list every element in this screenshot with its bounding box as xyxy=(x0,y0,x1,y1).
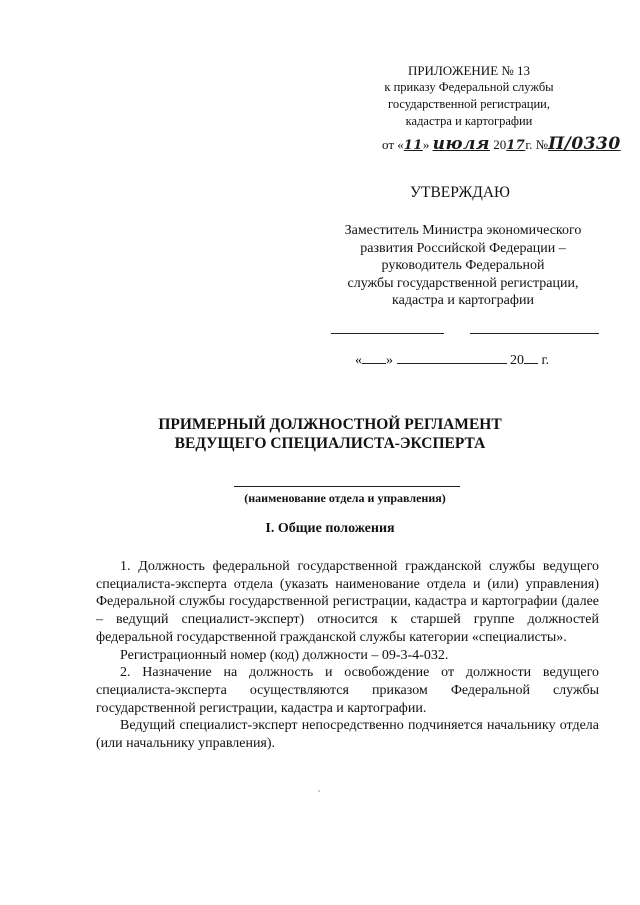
order-number-handwritten: П/0330 xyxy=(548,134,621,154)
approval-date-line xyxy=(355,351,549,369)
approver-position xyxy=(318,222,608,310)
appendix-block xyxy=(360,62,578,130)
order-day-handwritten: 11 xyxy=(403,138,423,153)
section-heading: I. Общие положения xyxy=(265,521,395,536)
date-mid: » xyxy=(386,353,397,368)
approval-heading: УТВЕРЖДАЮ xyxy=(410,184,510,201)
department-blank-line xyxy=(234,486,460,487)
order-prefix: от « xyxy=(382,137,404,152)
name-line xyxy=(470,333,599,334)
date-open-quote: « xyxy=(355,353,362,368)
department-caption: (наименование отдела и управления) xyxy=(244,491,446,505)
approver-line: руководитель Федеральной xyxy=(381,258,545,273)
approver-line: Заместитель Министра экономического xyxy=(344,223,582,238)
body-text xyxy=(96,558,599,753)
order-close-quote: » xyxy=(422,137,433,152)
paragraph-3: 2. Назначение на должность и освобождение от должности ведущего специалиста-эксперта осуществляются приказом Федеральной службы государственной регистрации, кадастра и картографии. xyxy=(96,665,599,716)
order-number-prefix: г. № xyxy=(525,137,549,152)
order-year-prefix: 20 xyxy=(489,137,507,152)
signature-line xyxy=(331,333,444,334)
order-month-handwritten: июля xyxy=(432,134,490,154)
approver-line: кадастра и картографии xyxy=(392,293,534,308)
year-blank xyxy=(524,351,538,364)
order-date-number-line xyxy=(382,134,621,154)
paragraph-4: Ведущий специалист-эксперт непосредственно подчиняется начальнику отдела (или начальнику управления). xyxy=(96,718,599,752)
scan-speck xyxy=(318,790,320,792)
title-line-1: ПРИМЕРНЫЙ ДОЛЖНОСТНОЙ РЕГЛАМЕНТ xyxy=(158,416,502,433)
title-line-2: ВЕДУЩЕГО СПЕЦИАЛИСТА-ЭКСПЕРТА xyxy=(174,435,486,452)
day-blank xyxy=(362,351,386,364)
order-year-handwritten: 17 xyxy=(506,138,526,153)
document-title xyxy=(100,415,560,453)
date-end: г. xyxy=(538,353,550,368)
appendix-line-1: к приказу Федеральной службы xyxy=(384,80,554,94)
paragraph-1: 1. Должность федеральной государственной гражданской службы ведущего специалиста-эксперта отдела (указать наименование отдела и (или) управления) Федеральной службы государственной регистрации, кадастра и картографии (далее – ведущий специалист-эксперт) относится к старшей группе должностей федеральной государственной гражданской службы категории «специалисты». xyxy=(96,559,599,645)
approver-line: службы государственной регистрации, xyxy=(347,275,579,291)
approver-line: развития Российской Федерации – xyxy=(360,240,566,256)
month-blank xyxy=(397,351,507,364)
paragraph-2: Регистрационный номер (код) должности – 09-3-4-032. xyxy=(120,647,449,663)
appendix-line-2: государственной регистрации, xyxy=(388,97,550,111)
appendix-line-3: кадастра и картографии xyxy=(405,114,533,128)
date-year-prefix: 20 xyxy=(506,353,524,368)
appendix-title: ПРИЛОЖЕНИЕ № 13 xyxy=(407,63,531,78)
